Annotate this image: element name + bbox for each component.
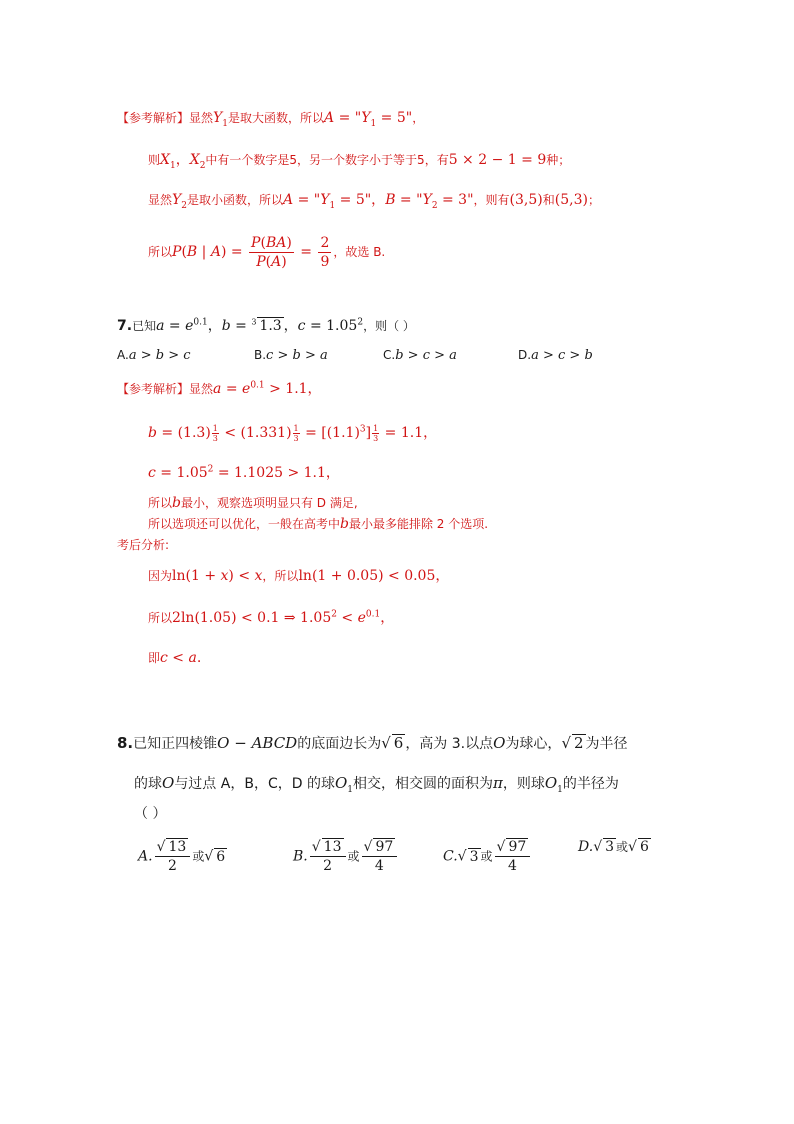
q7-stem: 7.已知$a = e^{0.1}$，b = $^3$ 1.3 ，$c = 1.05^2$，则（ ） <box>117 317 415 334</box>
q7-analysis-3: $c = 1.05^2 = 1.1025 > 1.1$， <box>148 464 340 481</box>
q7-note-1: 所以b最小，观察选项明显只有 D 满足, <box>148 495 358 511</box>
q8-option-c: C.√ 3 或 $\frac{√ 97}{4}$ <box>443 838 532 875</box>
q7-post-2: 所以2ln(1.05) < 0.1 ⇒ $1.05^2 < e^{0.1}$， <box>148 609 395 626</box>
q7-post-3: 即c < a. <box>148 650 202 666</box>
question-number: 8. <box>117 734 134 752</box>
q8-option-b: B. $\frac{√ 13}{2}$ 或 $\frac{√ 97}{4}$ <box>293 838 399 875</box>
s6-line-2: 则$X_1$，$X_2$中有一个数字是5，另一个数字小于等于5，有5 × 2 − 1 = 9种； <box>148 152 571 171</box>
s6-line-4: 所以P(B | A) = $\frac{P(BA)}{P(A)}$ = $\frac{2}{9}$ ，故选 B. <box>148 234 386 270</box>
s6-line-1: 【参考解析】显然$Y_1$是取大函数，所以$A = "Y_1 = 5$"， <box>117 110 425 129</box>
q7-option-a: A.a > b > c <box>117 348 191 363</box>
q8-option-d: D.√ 3 或√ 6 <box>578 839 649 855</box>
q8-paren: （ ） <box>134 806 167 822</box>
s6-line-3: 显然$Y_2$是取小函数，所以$A = "Y_1 = 5$"，$B = "Y_2 = 3$"，则有(3,5)和(5,3)； <box>148 192 600 211</box>
q7-option-d: D.a > c > b <box>518 348 593 363</box>
q7-option-c: C.b > c > a <box>383 348 457 363</box>
analysis-tag: 【参考解析】 <box>117 111 190 125</box>
q8-stem-2: 的球O与过点 A，B，C，D 的球$O_1$相交，相交圆的面积为π，则球$O_1$的半径为 <box>134 774 619 795</box>
q8-stem-1: 8.已知正四棱锥O − ABCD的底面边长为√ 6 ，高为 3.以点O为球心，√ 2 为半径 <box>117 734 628 752</box>
q8-option-a: A. $\frac{√ 13}{2}$ 或√ 6 <box>138 839 226 874</box>
q7-note-2: 所以选项还可以优化，一般在高考中b最小最多能排除 2 个选项. <box>148 516 489 532</box>
q7-analysis-1: 【参考解析】显然$a = e^{0.1} > 1.1$， <box>117 380 322 397</box>
analysis-tag: 【参考解析】 <box>117 382 190 396</box>
question-number: 7. <box>117 318 133 334</box>
q7-analysis-2: b = (1.3) $\frac{1}{3}$ < (1.331) $\frac{1}{3}$ = $[(1.1)^3]$ $\frac{1}{3}$ = 1.1， <box>148 424 438 444</box>
q7-post-1: 因为ln(1 + x) < x，所以ln(1 + 0.05) < 0.05， <box>148 568 450 584</box>
q7-option-b: B.c > b > a <box>254 348 328 363</box>
q7-post-title: 考后分析: <box>117 538 170 552</box>
